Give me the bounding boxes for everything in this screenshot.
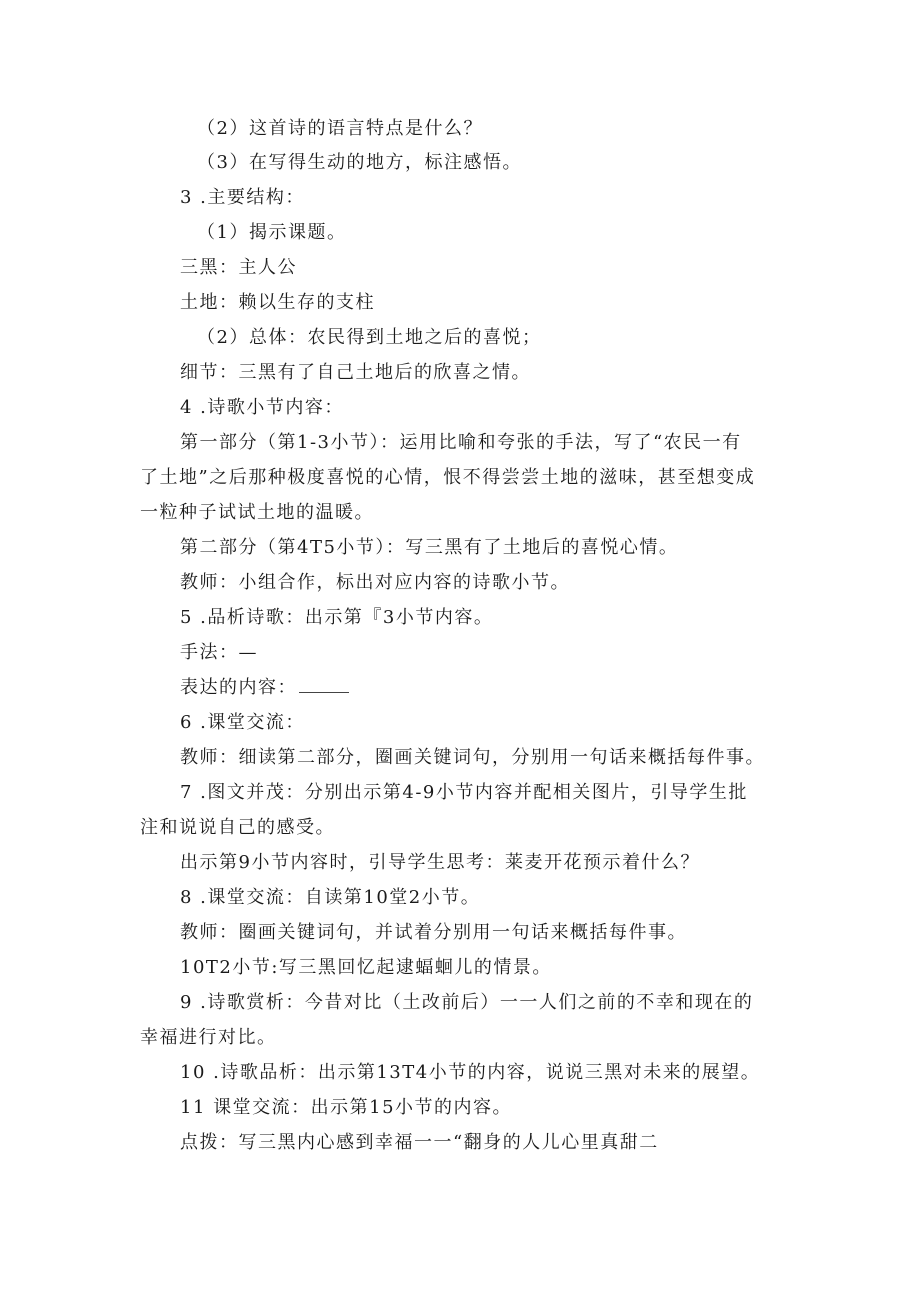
part-1-line-2: 了土地”之后那种极度喜悦的心情，恨不得尝尝土地的滋味，甚至想变成 xyxy=(140,467,756,488)
section-7-line-3: 出示第9小节内容时，引导学生思考：莱麦开花预示着什么？ xyxy=(180,852,700,873)
structure-land: 土地：赖以生存的支柱 xyxy=(180,292,375,313)
structure-sanhei: 三黑：主人公 xyxy=(180,257,297,278)
section-10-line: 10 .诗歌品析：出示第13T4小节的内容，说说三黑对未来的展望。 xyxy=(180,1062,761,1083)
teacher-read-line: 教师：细读第二部分，圈画关键词句，分别用一句话来概括每件事。 xyxy=(180,747,765,768)
stanza-10-12-line: 10T2小节:写三黑回忆起逮蝠蛔儿的情景。 xyxy=(180,957,552,978)
guidance-line: 点拨：写三黑内心感到幸福一一“翻身的人儿心里真甜二 xyxy=(180,1132,659,1153)
part-1-line-1: 第一部分（第1-3小节）：运用比喻和夸张的手法，写了“农民一有 xyxy=(180,432,742,453)
structure-item-2: （2）总体：农民得到土地之后的喜悦； xyxy=(197,327,542,348)
teacher-group-line: 教师：小组合作，标出对应内容的诗歌小节。 xyxy=(180,572,570,593)
section-9-line-1: 9 .诗歌赏析：今昔对比（土改前后）一一人们之前的不幸和现在的 xyxy=(180,992,754,1013)
section-6-heading: 6 .课堂交流： xyxy=(180,712,305,733)
teacher-circle-line: 教师：圈画关键词句，并试着分别用一句话来概括每件事。 xyxy=(180,922,687,943)
structure-item-1: （1）揭示课题。 xyxy=(197,222,347,243)
technique-line: 手法：— xyxy=(180,642,258,663)
part-2-line: 第二部分（第4T5小节）：写三黑有了土地后的喜悦心情。 xyxy=(180,537,679,558)
section-7-line-2: 注和说说自己的感受。 xyxy=(140,817,335,838)
question-3-line: （3）在写得生动的地方，标注感悟。 xyxy=(197,152,522,173)
content-line xyxy=(180,677,349,699)
section-7-line-1: 7 .图文并茂：分别出示第4-9小节内容并配相关图片，引导学生批 xyxy=(180,782,748,803)
section-11-line: 11 课堂交流：出示第15小节的内容。 xyxy=(180,1097,513,1118)
part-1-line-3: 一粒种子试试土地的温暖。 xyxy=(140,502,374,523)
section-5-heading: 5 .品析诗歌：出示第『3小节内容。 xyxy=(180,607,494,628)
content-label: 表达的内容： xyxy=(180,677,297,698)
section-3-heading: 3 .主要结构： xyxy=(180,187,305,208)
section-8-heading: 8 .课堂交流：自读第10堂2小节。 xyxy=(180,887,481,908)
section-4-heading: 4 .诗歌小节内容： xyxy=(180,397,344,418)
structure-detail: 细节：三黑有了自己土地后的欣喜之情。 xyxy=(180,362,531,383)
question-2-line: （2）这首诗的语言特点是什么？ xyxy=(197,118,483,139)
answer-blank xyxy=(299,678,349,693)
section-9-line-2: 幸福进行对比。 xyxy=(140,1027,277,1048)
